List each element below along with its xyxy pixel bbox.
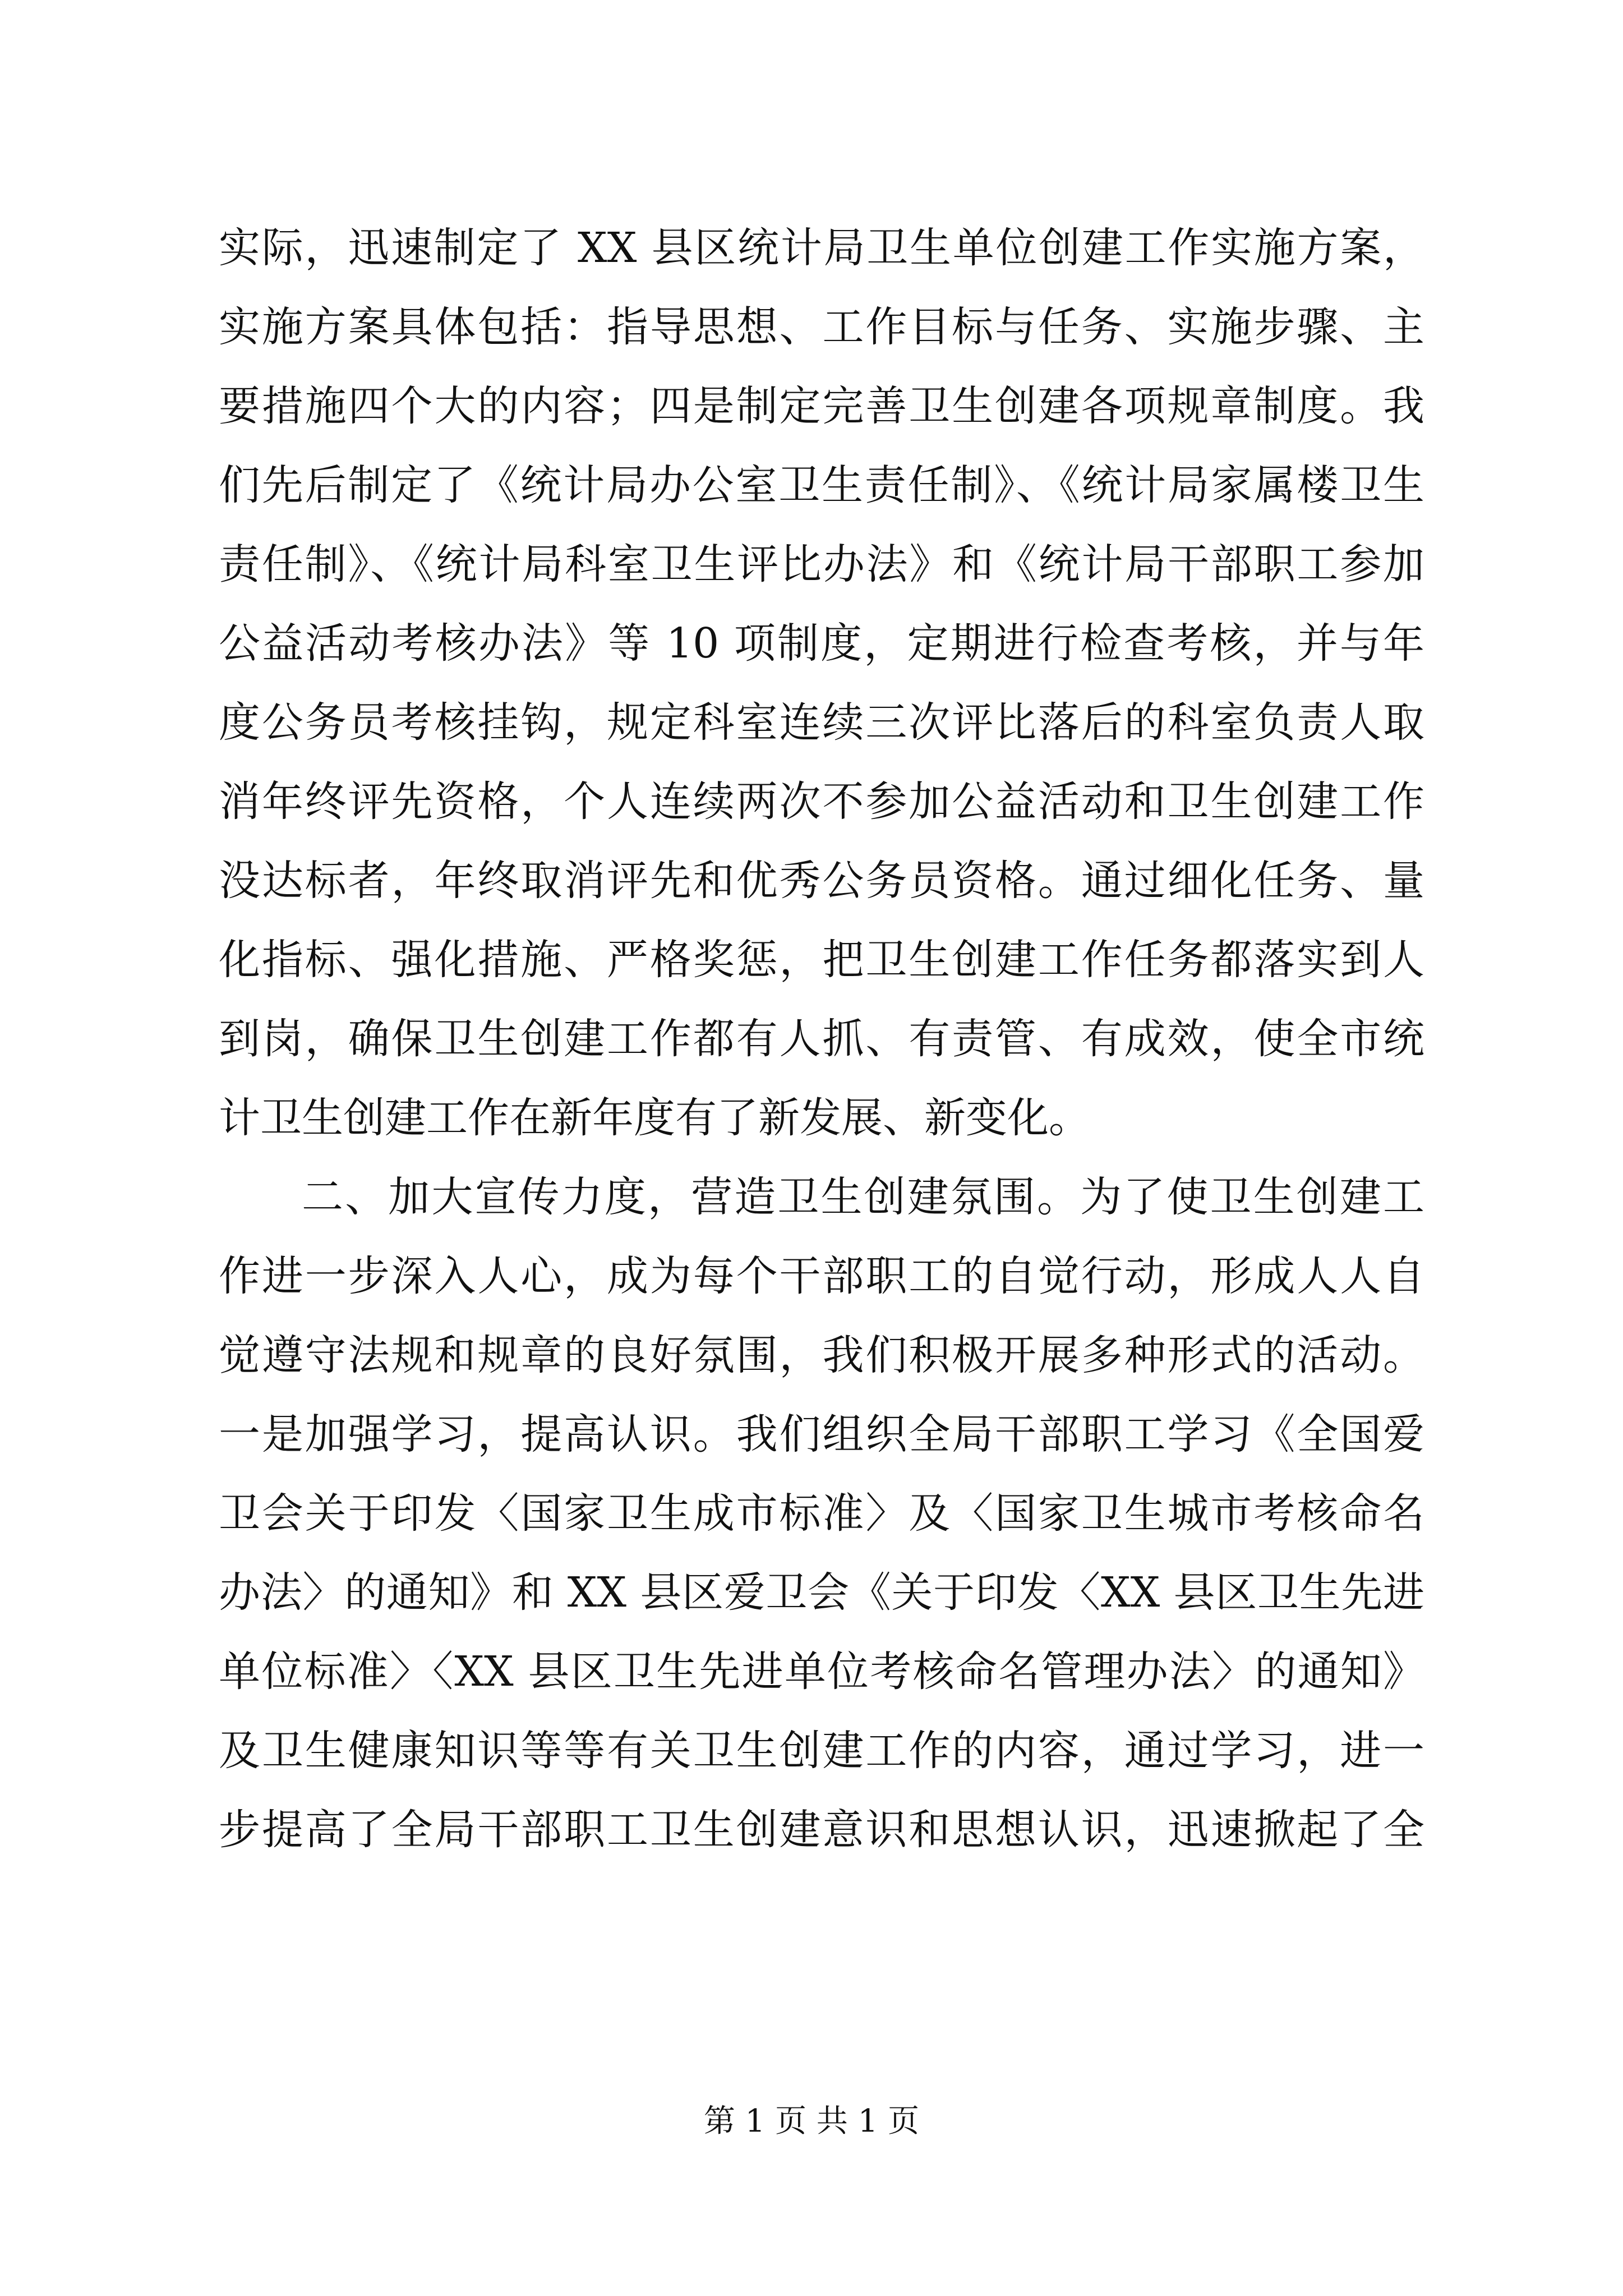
- text-line-1: 实际，迅速制定了 XX 县区统计局卫生单位创建工作实施方案，: [219, 224, 1424, 272]
- text-line-4: 们先后制定了《统计局办公室卫生责任制》、《统计局家属楼卫生: [219, 461, 1424, 509]
- text-line-10: 化指标、强化措施、严格奖惩，把卫生创建工作任务都落实到人: [219, 936, 1424, 984]
- text-line-19: 单位标准〉〈XX 县区卫生先进单位考核命名管理办法〉的通知》: [219, 1648, 1424, 1696]
- text-line-18: 办法〉的通知》和 XX 县区爱卫会《关于印发〈XX 县区卫生先进: [219, 1568, 1424, 1617]
- text-line-11: 到岗，确保卫生创建工作都有人抓、有责管、有成效，使全市统: [219, 1015, 1424, 1063]
- text-line-7: 度公务员考核挂钩，规定科室连续三次评比落后的科室负责人取: [219, 698, 1424, 747]
- text-line-20: 及卫生健康知识等等有关卫生创建工作的内容，通过学习，进一: [219, 1727, 1424, 1775]
- text-line-12: 计卫生创建工作在新年度有了新发展、新变化。: [219, 1094, 1090, 1142]
- page-number-label: 第 1 页 共 1 页: [703, 2103, 920, 2139]
- text-line-13: 二、加大宣传力度，营造卫生创建氛围。为了使卫生创建工: [302, 1173, 1424, 1221]
- text-line-16: 一是加强学习，提高认识。我们组织全局干部职工学习《全国爱: [219, 1410, 1424, 1458]
- text-line-2: 实施方案具体包括：指导思想、工作目标与任务、实施步骤、主: [219, 303, 1424, 351]
- text-line-5: 责任制》、《统计局科室卫生评比办法》和《统计局干部职工参加: [219, 540, 1424, 588]
- body-text: [219, 209, 1424, 1870]
- text-line-15: 觉遵守法规和规章的良好氛围，我们积极开展多种形式的活动。: [219, 1331, 1424, 1379]
- page-footer: [0, 2099, 1623, 2144]
- text-line-14: 作进一步深入人心，成为每个干部职工的自觉行动，形成人人自: [219, 1252, 1424, 1300]
- text-line-21: 步提高了全局干部职工卫生创建意识和思想认识，迅速掀起了全: [219, 1806, 1424, 1854]
- text-line-6: 公益活动考核办法》等 10 项制度，定期进行检查考核，并与年: [219, 619, 1424, 668]
- text-line-17: 卫会关于印发〈国家卫生成市标准〉及〈国家卫生城市考核命名: [219, 1489, 1424, 1538]
- text-line-3: 要措施四个大的内容；四是制定完善卫生创建各项规章制度。我: [219, 382, 1424, 430]
- text-line-8: 消年终评先资格，个人连续两次不参加公益活动和卫生创建工作: [219, 777, 1424, 826]
- text-line-9: 没达标者，年终取消评先和优秀公务员资格。通过细化任务、量: [219, 857, 1424, 905]
